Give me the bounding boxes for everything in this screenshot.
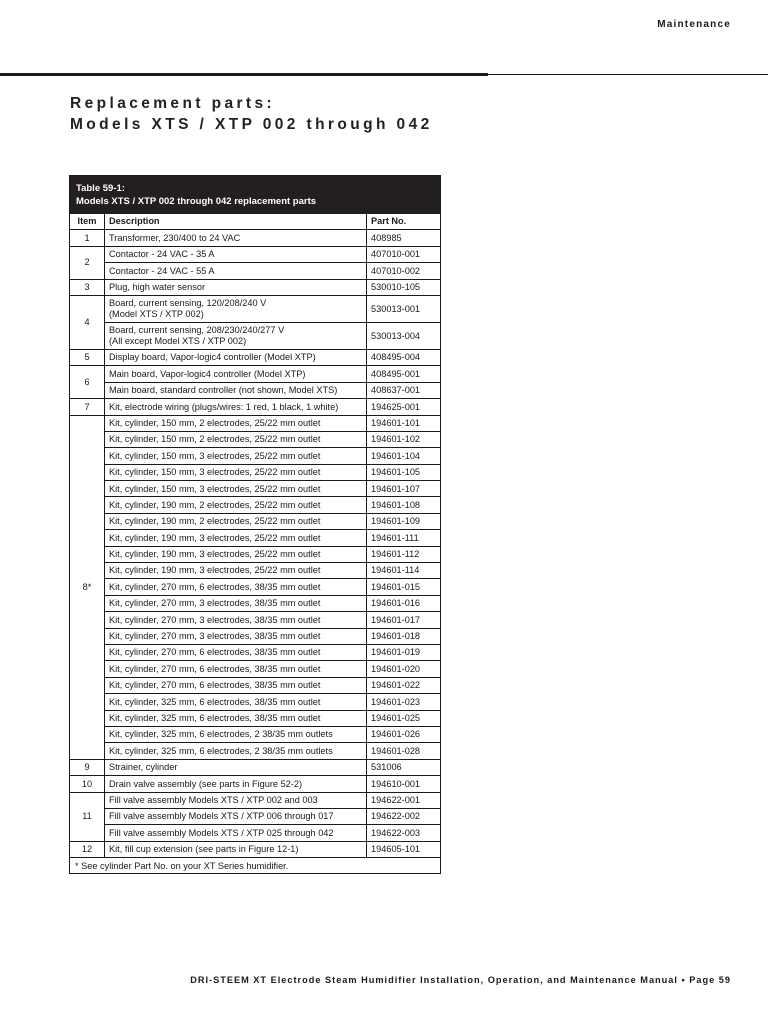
header-rule-thin — [488, 74, 768, 75]
table-row — [70, 464, 441, 480]
description-cell: Kit, cylinder, 190 mm, 3 electrodes, 25/22 mm outlet — [105, 546, 367, 562]
part-number-cell: 408637-001 — [367, 382, 441, 398]
description-cell: Kit, cylinder, 325 mm, 6 electrodes, 38/35 mm outlet — [105, 694, 367, 710]
part-number-cell: 408495-004 — [367, 349, 441, 365]
parts-table — [69, 175, 441, 874]
description-cell: Kit, cylinder, 150 mm, 2 electrodes, 25/22 mm outlet — [105, 431, 367, 447]
item-number-cell: 9 — [70, 759, 105, 775]
table-row — [70, 841, 441, 857]
description-cell: Plug, high water sensor — [105, 279, 367, 295]
description-cell: Kit, fill cup extension (see parts in Figure 12-1) — [105, 841, 367, 857]
part-number-cell: 194605-101 — [367, 841, 441, 857]
part-number-cell: 194622-002 — [367, 808, 441, 824]
table-row — [70, 513, 441, 529]
part-number-cell: 407010-001 — [367, 246, 441, 262]
table-row — [70, 295, 441, 322]
table-row — [70, 382, 441, 398]
table-row — [70, 230, 441, 246]
description-cell: Strainer, cylinder — [105, 759, 367, 775]
description-cell: Kit, cylinder, 270 mm, 3 electrodes, 38/35 mm outlet — [105, 612, 367, 628]
part-number-cell: 194601-114 — [367, 563, 441, 579]
table-row — [70, 399, 441, 415]
description-cell: Contactor - 24 VAC - 55 A — [105, 263, 367, 279]
description-cell — [105, 295, 367, 322]
table-row — [70, 677, 441, 693]
page-footer: DRI-STEEM XT Electrode Steam Humidifier Installation, Operation, and Maintenance Manual • Page 59 — [190, 975, 731, 985]
description-cell: Kit, cylinder, 270 mm, 6 electrodes, 38/35 mm outlet — [105, 579, 367, 595]
part-number-cell: 194601-023 — [367, 694, 441, 710]
table-row — [70, 612, 441, 628]
part-number-cell: 194601-016 — [367, 595, 441, 611]
description-cell: Main board, standard controller (not shown, Model XTS) — [105, 382, 367, 398]
item-number-cell: 8* — [70, 415, 105, 759]
part-number-cell: 408495-001 — [367, 366, 441, 382]
part-number-cell: 194622-001 — [367, 792, 441, 808]
table-row — [70, 792, 441, 808]
item-number-cell: 1 — [70, 230, 105, 246]
table-row — [70, 661, 441, 677]
table-row — [70, 279, 441, 295]
table-row — [70, 448, 441, 464]
description-cell: Main board, Vapor-logic4 controller (Model XTP) — [105, 366, 367, 382]
description-cell: Kit, cylinder, 190 mm, 2 electrodes, 25/22 mm outlet — [105, 497, 367, 513]
part-number-cell: 530013-004 — [367, 322, 441, 349]
table-row — [70, 694, 441, 710]
description-cell: Kit, cylinder, 270 mm, 6 electrodes, 38/35 mm outlet — [105, 661, 367, 677]
part-number-cell: 194601-105 — [367, 464, 441, 480]
description-cell: Kit, cylinder, 190 mm, 3 electrodes, 25/22 mm outlet — [105, 530, 367, 546]
description-line-1: Board, current sensing, 208/230/240/277 V — [109, 325, 285, 336]
table-row — [70, 644, 441, 660]
description-cell: Kit, cylinder, 270 mm, 3 electrodes, 38/35 mm outlet — [105, 595, 367, 611]
item-number-cell: 5 — [70, 349, 105, 365]
part-number-cell: 194601-108 — [367, 497, 441, 513]
table-footnote: * See cylinder Part No. on your XT Series humidifier. — [70, 858, 441, 874]
table-row — [70, 743, 441, 759]
column-header-item: Item — [70, 214, 105, 230]
item-number-cell: 4 — [70, 295, 105, 349]
item-number-cell: 11 — [70, 792, 105, 841]
part-number-cell: 194601-028 — [367, 743, 441, 759]
table-row — [70, 579, 441, 595]
table-row — [70, 322, 441, 349]
column-header-description: Description — [105, 214, 367, 230]
item-number-cell: 7 — [70, 399, 105, 415]
description-cell: Kit, cylinder, 270 mm, 6 electrodes, 38/35 mm outlet — [105, 644, 367, 660]
description-line-1: Board, current sensing, 120/208/240 V — [109, 298, 267, 309]
table-row — [70, 546, 441, 562]
part-number-cell: 194610-001 — [367, 776, 441, 792]
part-number-cell: 194625-001 — [367, 399, 441, 415]
table-row — [70, 481, 441, 497]
section-label: Maintenance — [657, 19, 731, 30]
description-cell: Kit, electrode wiring (plugs/wires: 1 red, 1 black, 1 white) — [105, 399, 367, 415]
item-number-cell: 6 — [70, 366, 105, 399]
description-cell: Fill valve assembly Models XTS / XTP 025 through 042 — [105, 825, 367, 841]
description-cell: Kit, cylinder, 270 mm, 3 electrodes, 38/35 mm outlet — [105, 628, 367, 644]
table-row — [70, 530, 441, 546]
part-number-cell: 194601-112 — [367, 546, 441, 562]
part-number-cell: 530013-001 — [367, 295, 441, 322]
table-row — [70, 366, 441, 382]
part-number-cell: 194601-026 — [367, 726, 441, 742]
description-cell: Kit, cylinder, 150 mm, 3 electrodes, 25/22 mm outlet — [105, 448, 367, 464]
description-cell: Kit, cylinder, 150 mm, 3 electrodes, 25/22 mm outlet — [105, 481, 367, 497]
part-number-cell: 194601-019 — [367, 644, 441, 660]
table-caption-row — [70, 176, 441, 214]
part-number-cell: 194601-111 — [367, 530, 441, 546]
description-cell: Kit, cylinder, 190 mm, 3 electrodes, 25/22 mm outlet — [105, 563, 367, 579]
part-number-cell: 531006 — [367, 759, 441, 775]
table-caption-number: Table 59-1: — [76, 182, 125, 194]
column-header-part-number: Part No. — [367, 214, 441, 230]
description-cell: Kit, cylinder, 325 mm, 6 electrodes, 2 38/35 mm outlets — [105, 726, 367, 742]
description-cell: Contactor - 24 VAC - 35 A — [105, 246, 367, 262]
item-number-cell: 12 — [70, 841, 105, 857]
table-row — [70, 628, 441, 644]
part-number-cell: 194601-017 — [367, 612, 441, 628]
table-row — [70, 710, 441, 726]
part-number-cell: 194601-101 — [367, 415, 441, 431]
footnote-row — [70, 858, 441, 874]
item-number-cell: 3 — [70, 279, 105, 295]
table-row — [70, 776, 441, 792]
part-number-cell: 194601-020 — [367, 661, 441, 677]
part-number-cell: 530010-105 — [367, 279, 441, 295]
part-number-cell: 194601-104 — [367, 448, 441, 464]
table-caption-title: Models XTS / XTP 002 through 042 replacement parts — [76, 195, 317, 207]
description-cell: Kit, cylinder, 150 mm, 2 electrodes, 25/22 mm outlet — [105, 415, 367, 431]
page-title — [70, 93, 433, 135]
table-row — [70, 263, 441, 279]
description-cell: Kit, cylinder, 150 mm, 3 electrodes, 25/22 mm outlet — [105, 464, 367, 480]
part-number-cell: 408985 — [367, 230, 441, 246]
part-number-cell: 194601-102 — [367, 431, 441, 447]
description-cell: Fill valve assembly Models XTS / XTP 006 through 017 — [105, 808, 367, 824]
description-cell: Kit, cylinder, 270 mm, 6 electrodes, 38/35 mm outlet — [105, 677, 367, 693]
description-cell: Fill valve assembly Models XTS / XTP 002 and 003 — [105, 792, 367, 808]
table-row — [70, 497, 441, 513]
item-number-cell: 2 — [70, 246, 105, 279]
table-row — [70, 431, 441, 447]
table-header-row — [70, 214, 441, 230]
part-number-cell: 194622-003 — [367, 825, 441, 841]
description-cell: Kit, cylinder, 325 mm, 6 electrodes, 38/35 mm outlet — [105, 710, 367, 726]
table-row — [70, 595, 441, 611]
table-row — [70, 246, 441, 262]
header-rule — [0, 73, 488, 76]
part-number-cell: 194601-015 — [367, 579, 441, 595]
table-row — [70, 759, 441, 775]
description-cell: Kit, cylinder, 190 mm, 2 electrodes, 25/22 mm outlet — [105, 513, 367, 529]
description-cell: Kit, cylinder, 325 mm, 6 electrodes, 2 38/35 mm outlets — [105, 743, 367, 759]
table-row — [70, 563, 441, 579]
table-row — [70, 726, 441, 742]
table-caption — [70, 176, 441, 214]
table-row — [70, 349, 441, 365]
part-number-cell: 194601-107 — [367, 481, 441, 497]
description-cell — [105, 322, 367, 349]
description-cell: Drain valve assembly (see parts in Figure 52-2) — [105, 776, 367, 792]
table-row — [70, 825, 441, 841]
table-row — [70, 808, 441, 824]
part-number-cell: 194601-022 — [367, 677, 441, 693]
description-cell: Transformer, 230/400 to 24 VAC — [105, 230, 367, 246]
description-line-2: (All except Model XTS / XTP 002) — [109, 335, 247, 346]
page-title-line-2: Models XTS / XTP 002 through 042 — [70, 116, 433, 133]
part-number-cell: 194601-025 — [367, 710, 441, 726]
table-row — [70, 415, 441, 431]
description-line-2: (Model XTS / XTP 002) — [109, 308, 204, 319]
description-cell: Display board, Vapor-logic4 controller (Model XTP) — [105, 349, 367, 365]
item-number-cell: 10 — [70, 776, 105, 792]
part-number-cell: 407010-002 — [367, 263, 441, 279]
part-number-cell: 194601-109 — [367, 513, 441, 529]
page-title-line-1: Replacement parts: — [70, 95, 276, 112]
part-number-cell: 194601-018 — [367, 628, 441, 644]
